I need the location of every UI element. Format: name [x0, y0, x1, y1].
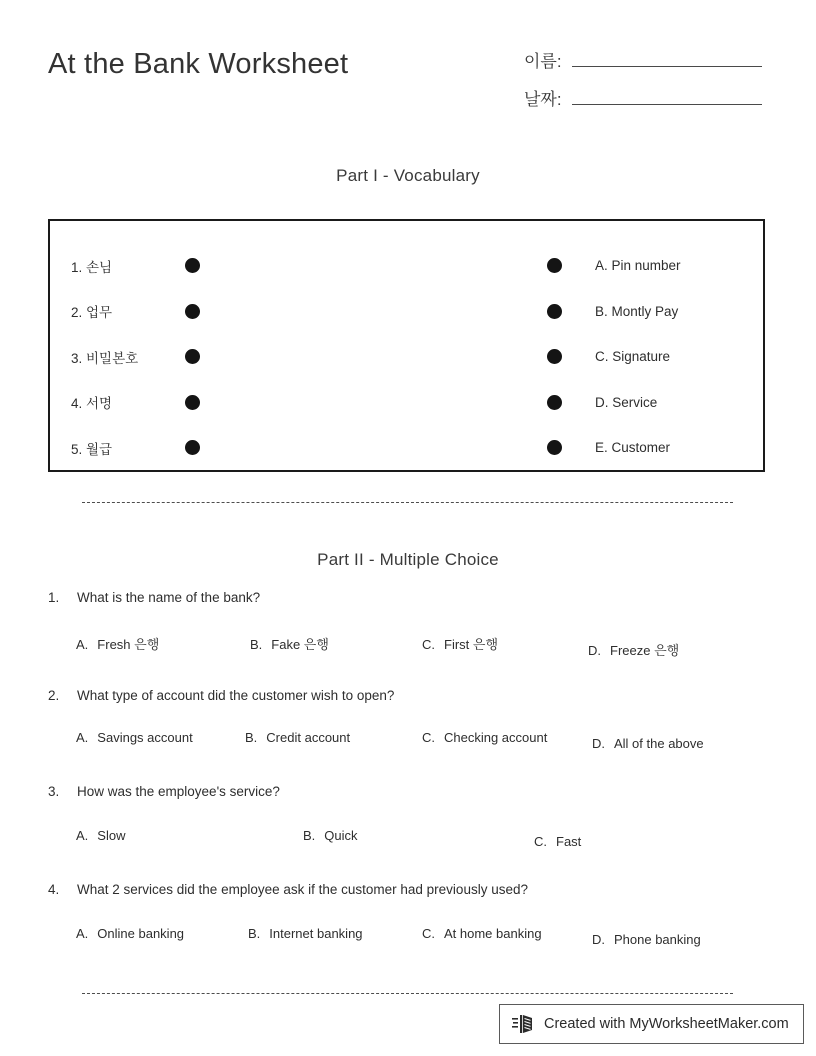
- match-dot-right[interactable]: [547, 304, 562, 319]
- answer-option-label: Credit account: [266, 730, 351, 745]
- vocabulary-left-dot-cell: [176, 349, 245, 364]
- answer-option-letter: A.: [76, 730, 89, 745]
- question-text: What is the name of the bank?: [77, 590, 261, 605]
- vocabulary-right-term: E. Customer: [595, 440, 671, 456]
- answer-option-label: At home banking: [444, 926, 542, 941]
- answer-option-label: Savings account: [97, 730, 193, 745]
- answer-option-letter: A.: [76, 637, 89, 652]
- vocabulary-right-term: C. Signature: [595, 349, 671, 365]
- vocabulary-right-dot-cell: [512, 304, 562, 319]
- footer-badge-label: Created with MyWorksheetMaker.com: [544, 1016, 789, 1032]
- vocabulary-left-term: 1. 손님: [71, 259, 113, 275]
- section-divider-top: [82, 502, 733, 503]
- answer-option-letter: B.: [245, 730, 258, 745]
- section-divider-bottom: [82, 993, 733, 994]
- answer-option-label: Fast: [556, 834, 582, 849]
- question-number: 4.: [48, 882, 60, 897]
- match-dot-right[interactable]: [547, 440, 562, 455]
- vocabulary-left-dot-cell: [176, 440, 245, 455]
- answer-option[interactable]: [303, 828, 358, 843]
- question-text: What type of account did the customer wish to open?: [77, 688, 395, 703]
- vocabulary-left-dot-cell: [176, 395, 245, 410]
- answer-option-label: Phone banking: [614, 932, 701, 947]
- vocabulary-right-dot-cell: [512, 395, 562, 410]
- vocabulary-left-term: 2. 업무: [71, 305, 113, 321]
- answer-option-label: Internet banking: [269, 926, 363, 941]
- vocabulary-match-row: [50, 380, 763, 426]
- name-field-input-line[interactable]: [572, 49, 762, 67]
- match-dot-right[interactable]: [547, 258, 562, 273]
- footer-badge[interactable]: [499, 1004, 804, 1044]
- match-dot-left[interactable]: [185, 395, 200, 410]
- answer-option-letter: B.: [303, 828, 316, 843]
- answer-option-letter: C.: [422, 637, 435, 652]
- answer-option[interactable]: [592, 736, 704, 751]
- name-field-label: 이름:: [524, 52, 562, 71]
- question-number: 2.: [48, 688, 60, 703]
- match-dot-right[interactable]: [547, 395, 562, 410]
- answer-option-letter: A.: [76, 926, 89, 941]
- vocabulary-matching-box: [48, 219, 765, 472]
- vocabulary-match-row: [50, 289, 763, 335]
- vocabulary-right-dot-cell: [512, 258, 562, 273]
- part1-heading: Part I - Vocabulary: [336, 166, 480, 185]
- vocabulary-right-term: D. Service: [595, 394, 658, 410]
- question-number: 3.: [48, 784, 60, 799]
- answer-option-letter: C.: [422, 730, 435, 745]
- answer-option[interactable]: [76, 634, 159, 653]
- vocabulary-match-row: [50, 243, 763, 289]
- answer-option-label: Freeze 은행: [610, 643, 680, 658]
- match-dot-left[interactable]: [185, 304, 200, 319]
- answer-option[interactable]: [534, 834, 581, 849]
- answer-option[interactable]: [422, 730, 547, 745]
- vocabulary-left-term: 3. 비밀본호: [71, 350, 139, 366]
- worksheet-header: [0, 0, 816, 140]
- match-dot-left[interactable]: [185, 440, 200, 455]
- answer-option-label: All of the above: [614, 736, 704, 751]
- answer-option-letter: D.: [592, 736, 605, 751]
- question-text: How was the employee's service?: [77, 784, 280, 799]
- answer-option[interactable]: [422, 634, 498, 653]
- multiple-choice-question: [0, 882, 816, 958]
- answer-option-letter: B.: [250, 637, 263, 652]
- answer-option[interactable]: [245, 730, 350, 745]
- answer-option-label: First 은행: [444, 637, 498, 652]
- answer-option-label: Online banking: [97, 926, 185, 941]
- date-field-label: 날짜:: [524, 90, 562, 109]
- date-field-input-line[interactable]: [572, 87, 762, 105]
- answer-option-label: Slow: [97, 828, 126, 843]
- answer-option-letter: C.: [422, 926, 435, 941]
- answer-option-letter: D.: [592, 932, 605, 947]
- answer-option[interactable]: [250, 634, 329, 653]
- date-field-row: [524, 85, 762, 110]
- vocabulary-match-row: [50, 334, 763, 380]
- question-text: What 2 services did the employee ask if the customer had previously used?: [77, 882, 528, 897]
- answer-option[interactable]: [422, 926, 542, 941]
- multiple-choice-question: [0, 784, 816, 860]
- worksheet-maker-logo-icon: [512, 1012, 538, 1036]
- match-dot-right[interactable]: [547, 349, 562, 364]
- answer-option[interactable]: [588, 640, 679, 659]
- vocabulary-left-term: 5. 월급: [71, 441, 113, 457]
- vocabulary-right-dot-cell: [512, 349, 562, 364]
- answer-option-letter: D.: [588, 643, 601, 658]
- answer-option[interactable]: [76, 730, 193, 745]
- answer-option-label: Fresh 은행: [97, 637, 160, 652]
- vocabulary-rows: [50, 221, 763, 470]
- name-field-row: [524, 47, 762, 72]
- multiple-choice-question: [0, 590, 816, 666]
- answer-option-label: Fake 은행: [271, 637, 329, 652]
- vocabulary-match-row: [50, 425, 763, 471]
- answer-option[interactable]: [76, 926, 184, 941]
- page-title: At the Bank Worksheet: [48, 48, 349, 80]
- match-dot-left[interactable]: [185, 349, 200, 364]
- answer-option-label: Quick: [324, 828, 358, 843]
- match-dot-left[interactable]: [185, 258, 200, 273]
- answer-option-letter: C.: [534, 834, 547, 849]
- vocabulary-left-dot-cell: [176, 258, 245, 273]
- vocabulary-left-dot-cell: [176, 304, 245, 319]
- answer-option-letter: B.: [248, 926, 261, 941]
- answer-option[interactable]: [592, 932, 701, 947]
- answer-option-letter: A.: [76, 828, 89, 843]
- vocabulary-right-term: A. Pin number: [595, 258, 681, 274]
- answer-option-label: Checking account: [444, 730, 548, 745]
- vocabulary-right-dot-cell: [512, 440, 562, 455]
- vocabulary-left-term: 4. 서명: [71, 396, 113, 412]
- vocabulary-right-term: B. Montly Pay: [595, 303, 679, 319]
- question-number: 1.: [48, 590, 60, 605]
- answer-option[interactable]: [76, 828, 125, 843]
- part2-heading: Part II - Multiple Choice: [317, 550, 499, 569]
- multiple-choice-question: [0, 688, 816, 762]
- answer-option[interactable]: [248, 926, 363, 941]
